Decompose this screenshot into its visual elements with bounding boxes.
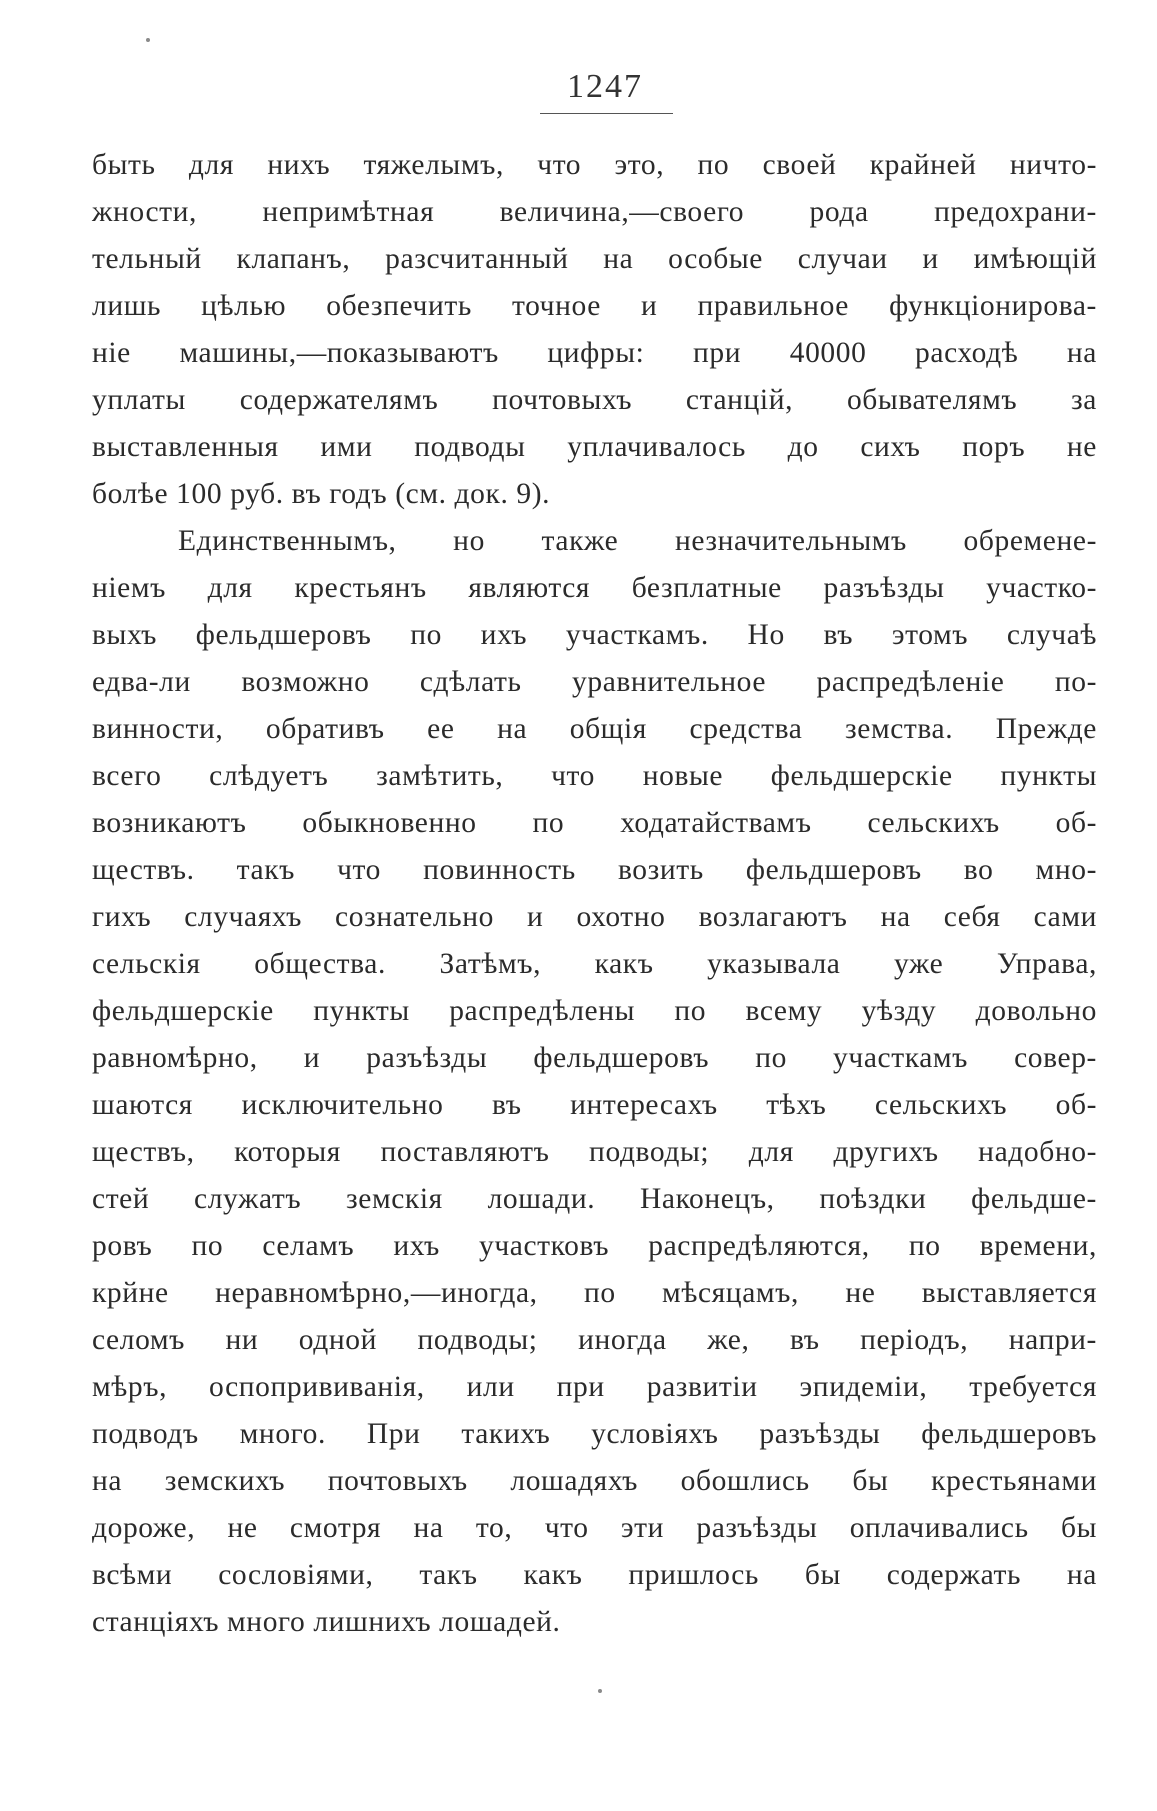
text-line: ніемъ для крестьянъ являются безплатные разъѣзды участко- bbox=[92, 572, 1097, 604]
text-line: крйне неравномѣрно,—иногда, по мѣсяцамъ, не выставляется bbox=[92, 1277, 1097, 1309]
text-line: тельный клапанъ, разсчитанный на особые случаи и имѣющій bbox=[92, 243, 1097, 275]
text-line: возникаютъ обыкновенно по ходатайствамъ сельскихъ об- bbox=[92, 807, 1097, 839]
paper-speck bbox=[598, 1689, 602, 1693]
text-line: равномѣрно, и разъѣзды фельдшеровъ по участкамъ совер- bbox=[92, 1042, 1097, 1074]
text-line: ніе машины,—показываютъ цифры: при 40000 расходѣ на bbox=[92, 337, 1097, 369]
text-line: всего слѣдуетъ замѣтить, что новые фельдшерскіе пункты bbox=[92, 760, 1097, 792]
body-text bbox=[92, 142, 1097, 1646]
text-line: уплаты содержателямъ почтовыхъ станцій, обывателямъ за bbox=[92, 384, 1097, 416]
text-line: селомъ ни одной подводы; иногда же, въ періодъ, напри- bbox=[92, 1324, 1097, 1356]
text-line: ществъ, которыя поставляютъ подводы; для другихъ надобно- bbox=[92, 1136, 1097, 1168]
text-line: болѣе 100 руб. въ годъ (см. док. 9). bbox=[92, 478, 551, 510]
text-line: едва-ли возможно сдѣлать уравнительное распредѣленіе по- bbox=[92, 666, 1097, 698]
text-line: лишь цѣлью обезпечить точное и правильное функціонирова- bbox=[92, 290, 1097, 322]
text-line: выхъ фельдшеровъ по ихъ участкамъ. Но въ этомъ случаѣ bbox=[92, 619, 1097, 651]
text-line: выставленныя ими подводы уплачивалось до сихъ поръ не bbox=[92, 431, 1097, 463]
text-line: дороже, не смотря на то, что эти разъѣзды оплачивались бы bbox=[92, 1512, 1097, 1544]
text-line: фельдшерскіе пункты распредѣлены по всему уѣзду довольно bbox=[92, 995, 1097, 1027]
text-line: ровъ по селамъ ихъ участковъ распредѣляются, по времени, bbox=[92, 1230, 1097, 1262]
page-number: 1247 bbox=[567, 68, 643, 105]
text-line: Единственнымъ, но также незначительнымъ обремене- bbox=[178, 525, 1097, 557]
page-number-rule bbox=[540, 113, 673, 114]
text-line: быть для нихъ тяжелымъ, что это, по своей крайней ничто- bbox=[92, 149, 1097, 181]
text-line: всѣми сословіями, такъ какъ пришлось бы содержать на bbox=[92, 1559, 1097, 1591]
paper-speck bbox=[146, 38, 150, 42]
text-line: ществъ. такъ что повинность возить фельдшеровъ во мно- bbox=[92, 854, 1097, 886]
text-line: винности, обративъ ее на общія средства земства. Прежде bbox=[92, 713, 1097, 745]
text-line: мѣръ, оспопрививанія, или при развитіи эпидеміи, требуется bbox=[92, 1371, 1097, 1403]
text-line: гихъ случаяхъ сознательно и охотно возлагаютъ на себя сами bbox=[92, 901, 1097, 933]
text-line: шаются исключительно въ интересахъ тѣхъ сельскихъ об- bbox=[92, 1089, 1097, 1121]
text-line: сельскія общества. Затѣмъ, какъ указывала уже Управа, bbox=[92, 948, 1097, 980]
text-line: подводъ много. При такихъ условіяхъ разъѣзды фельдшеровъ bbox=[92, 1418, 1097, 1450]
text-line: стей служатъ земскія лошади. Наконецъ, поѣздки фельдше- bbox=[92, 1183, 1097, 1215]
text-line: на земскихъ почтовыхъ лошадяхъ обошлись бы крестьянами bbox=[92, 1465, 1097, 1497]
text-line: станціяхъ много лишнихъ лошадей. bbox=[92, 1606, 561, 1638]
text-line: жности, непримѣтная величина,—своего рода предохрани- bbox=[92, 196, 1097, 228]
